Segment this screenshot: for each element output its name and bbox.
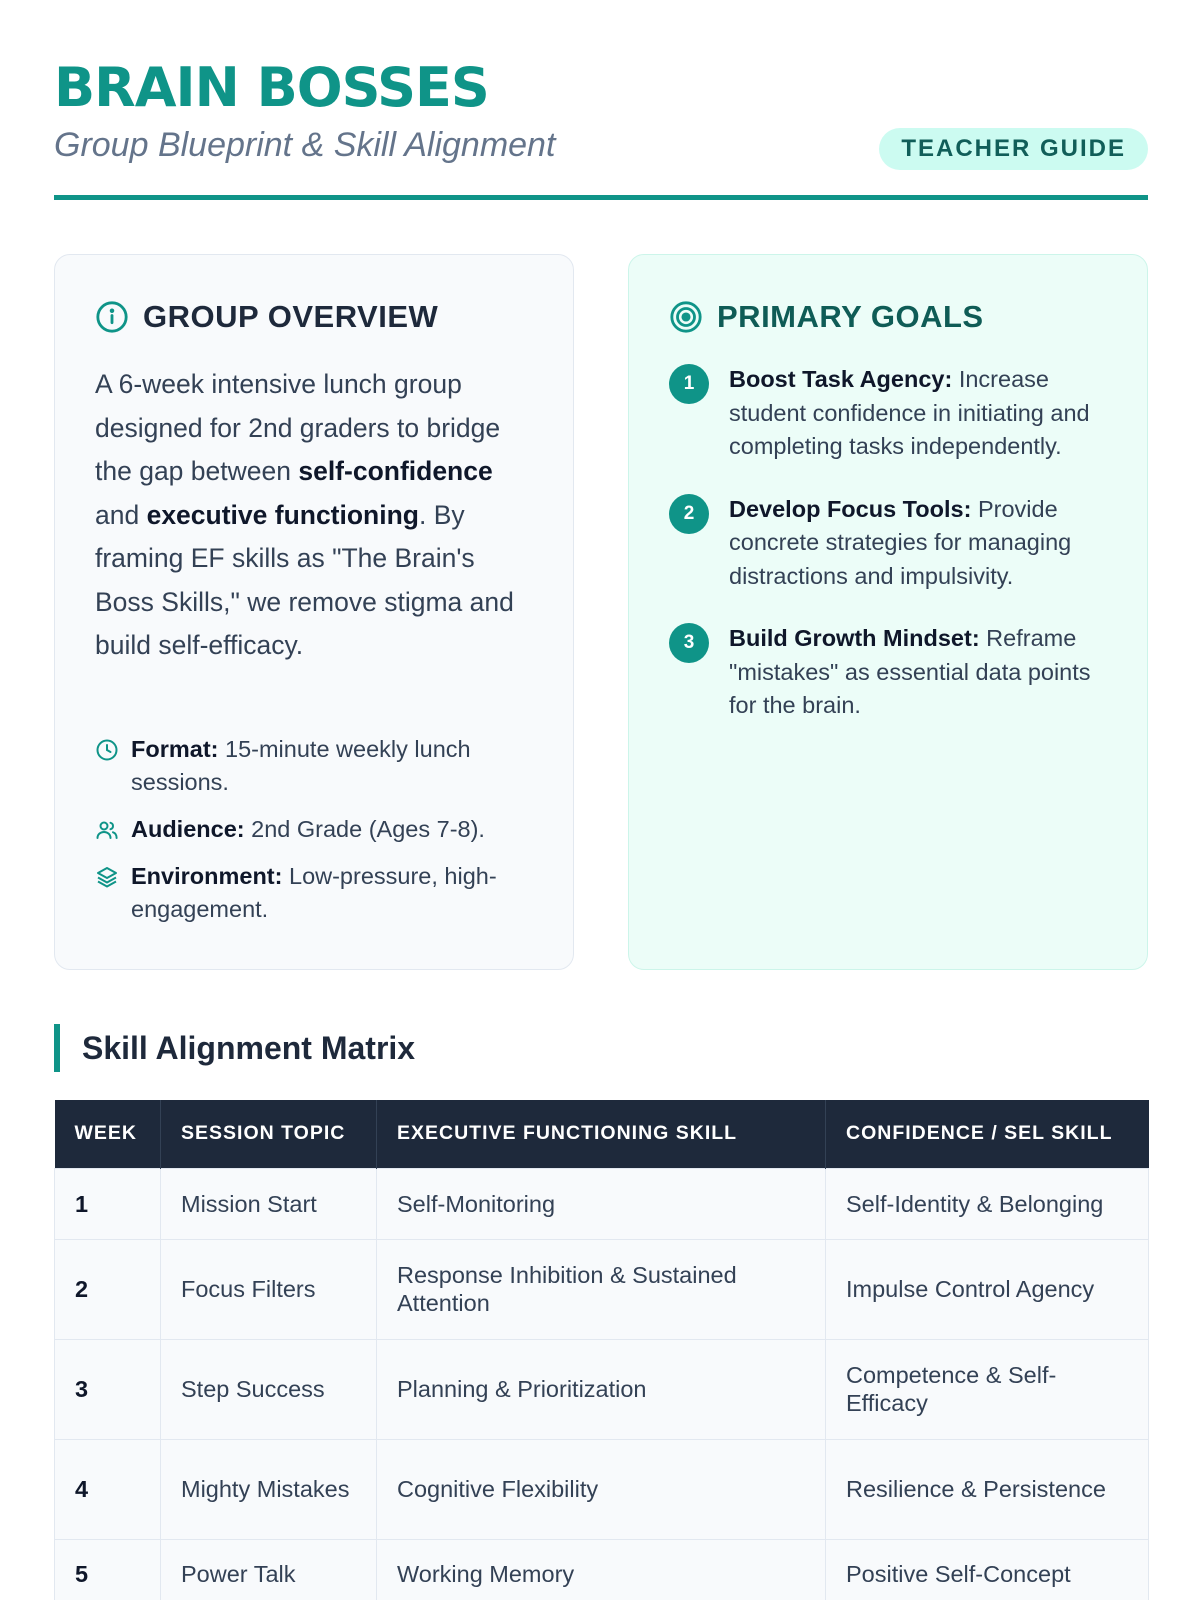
- cell-topic: Power Talk: [161, 1539, 377, 1600]
- cell-sel-skill: Impulse Control Agency: [826, 1239, 1149, 1339]
- goal-description: Increase student confidence in initiating and completing tasks independently.: [729, 366, 1090, 459]
- cell-ef-skill: Response Inhibition & Sustained Attention: [377, 1239, 826, 1339]
- fact-environment: [95, 860, 535, 926]
- cell-topic: Mission Start: [161, 1168, 377, 1239]
- goal-label: Develop Focus Tools:: [729, 495, 972, 522]
- goal-item: [669, 363, 1109, 464]
- table-row: [55, 1539, 1149, 1600]
- users-icon: [95, 818, 119, 842]
- cell-week: 2: [55, 1239, 161, 1339]
- column-header-sel-skill: CONFIDENCE / SEL SKILL: [826, 1100, 1149, 1168]
- primary-goals-header: [669, 295, 984, 339]
- fact-value: 2nd Grade (Ages 7-8).: [244, 816, 485, 842]
- page-header: [54, 58, 1148, 200]
- cell-sel-skill: Competence & Self-Efficacy: [826, 1339, 1149, 1439]
- target-icon: [669, 300, 703, 334]
- fact-text: [131, 860, 535, 926]
- goal-item: [669, 493, 1109, 594]
- cell-sel-skill: Positive Self-Concept: [826, 1539, 1149, 1600]
- table-header-row: [55, 1100, 1149, 1168]
- goal-label: Build Growth Mindset:: [729, 625, 980, 651]
- goal-text: [729, 363, 1109, 464]
- primary-goals-title: PRIMARY GOALS: [717, 299, 984, 334]
- cell-topic: Focus Filters: [161, 1239, 377, 1339]
- cell-ef-skill: Cognitive Flexibility: [377, 1439, 826, 1539]
- cell-topic: Mighty Mistakes: [161, 1439, 377, 1539]
- goal-description: Reframe "mistakes" as essential data points for the brain.: [729, 625, 1091, 718]
- primary-goals-card: [628, 254, 1148, 970]
- table-row: [55, 1168, 1149, 1239]
- fact-value: Low-pressure, high-engagement.: [131, 863, 497, 922]
- column-header-week: WEEK: [55, 1100, 161, 1168]
- overview-text-part: A 6-week intensive lunch group designed for 2nd graders to bridge the gap between: [95, 369, 501, 486]
- skill-matrix-heading: Skill Alignment Matrix: [54, 1024, 415, 1072]
- goal-text: [729, 493, 1109, 594]
- fact-value: 15-minute weekly lunch sessions.: [131, 736, 471, 795]
- cell-ef-skill: Working Memory: [377, 1539, 826, 1600]
- fact-label: Format:: [131, 736, 219, 762]
- goal-number: 3: [669, 623, 709, 663]
- cell-ef-skill: Self-Monitoring: [377, 1168, 826, 1239]
- goal-number: 1: [669, 364, 709, 404]
- overview-facts-list: [95, 733, 535, 940]
- goal-text: [729, 622, 1109, 723]
- overview-bold-term: executive functioning: [146, 499, 419, 530]
- cell-topic: Step Success: [161, 1339, 377, 1439]
- table-row: [55, 1439, 1149, 1539]
- cell-ef-skill: Planning & Prioritization: [377, 1339, 826, 1439]
- cell-week: 1: [55, 1168, 161, 1239]
- column-header-ef-skill: EXECUTIVE FUNCTIONING SKILL: [377, 1100, 826, 1168]
- page-title: BRAIN BOSSES: [54, 56, 489, 119]
- fact-label: Environment:: [131, 863, 283, 889]
- overview-text-part: . By framing EF skills as "The Brain's Boss Skills," we remove stigma and build self-efficacy.: [95, 499, 514, 660]
- column-header-session-topic: SESSION TOPIC: [161, 1100, 377, 1168]
- group-overview-description: [95, 363, 525, 668]
- group-overview-title: GROUP OVERVIEW: [143, 299, 439, 334]
- group-overview-header: [95, 295, 438, 339]
- fact-text: [131, 733, 535, 799]
- group-overview-card: [54, 254, 574, 970]
- skill-alignment-table: [54, 1100, 1149, 1600]
- goal-item: [669, 622, 1109, 723]
- overview-bold-term: self-confidence: [298, 456, 493, 486]
- fact-audience: [95, 813, 535, 846]
- goal-number: 2: [669, 494, 709, 534]
- teacher-guide-badge: TEACHER GUIDE: [879, 128, 1148, 170]
- clock-icon: [95, 738, 119, 762]
- table-row: [55, 1339, 1149, 1439]
- cell-week: 3: [55, 1339, 161, 1439]
- layers-icon: [95, 865, 119, 889]
- fact-text: [131, 813, 485, 846]
- goal-label: Boost Task Agency:: [729, 366, 953, 392]
- cell-sel-skill: Resilience & Persistence: [826, 1439, 1149, 1539]
- page-subtitle: Group Blueprint & Skill Alignment: [54, 126, 556, 164]
- cell-week: 4: [55, 1439, 161, 1539]
- primary-goals-list: [669, 363, 1109, 752]
- fact-format: [95, 733, 535, 799]
- table-row: [55, 1239, 1149, 1339]
- overview-text-part: and: [95, 499, 147, 530]
- cell-week: 5: [55, 1539, 161, 1600]
- goal-description: Provide concrete strategies for managing distractions and impulsivity.: [729, 495, 1072, 589]
- fact-label: Audience:: [131, 816, 245, 842]
- cell-sel-skill: Self-Identity & Belonging: [826, 1168, 1149, 1239]
- info-circle-icon: [95, 300, 129, 334]
